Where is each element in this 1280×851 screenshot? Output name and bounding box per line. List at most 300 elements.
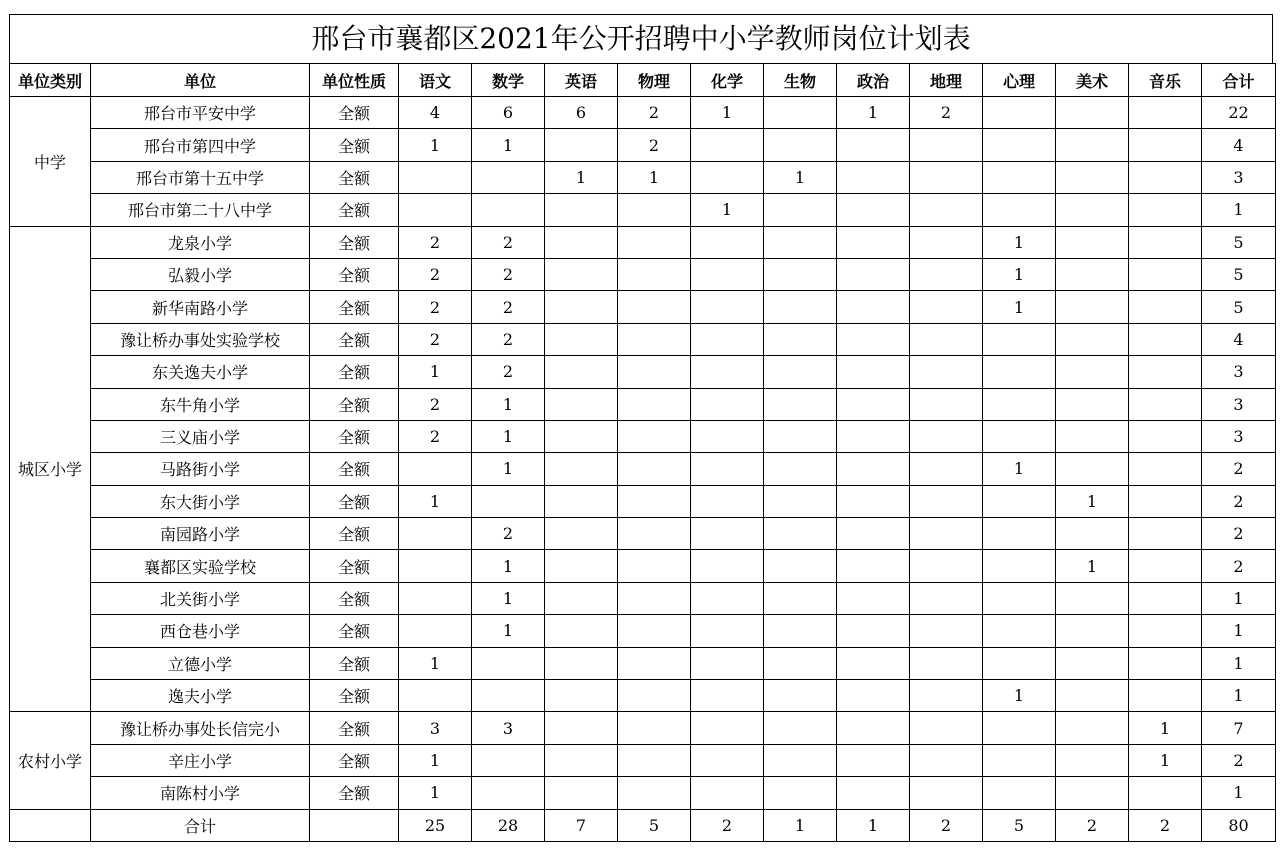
total-row: [10, 809, 1276, 841]
value-cell: [910, 194, 983, 226]
value-cell: [1129, 356, 1202, 388]
value-cell: [691, 582, 764, 614]
value-cell: 1: [1202, 777, 1276, 809]
value-cell: [472, 744, 545, 776]
column-header: 单位: [91, 64, 310, 97]
value-cell: [983, 647, 1056, 679]
value-cell: [1056, 420, 1129, 452]
value-cell: 5: [1202, 258, 1276, 290]
value-cell: [618, 485, 691, 517]
value-cell: [983, 161, 1056, 193]
value-cell: [618, 582, 691, 614]
table-row: [10, 744, 1276, 776]
value-cell: [764, 420, 837, 452]
value-cell: [983, 518, 1056, 550]
value-cell: [618, 680, 691, 712]
value-cell: 2: [910, 97, 983, 129]
value-cell: 1: [983, 453, 1056, 485]
value-cell: [399, 518, 472, 550]
value-cell: [1129, 647, 1202, 679]
value-cell: [910, 258, 983, 290]
total-value-cell: 1: [837, 809, 910, 841]
value-cell: 1: [837, 97, 910, 129]
table-row: [10, 97, 1276, 129]
value-cell: [1129, 323, 1202, 355]
value-cell: [1056, 194, 1129, 226]
value-cell: [764, 550, 837, 582]
value-cell: [983, 712, 1056, 744]
value-cell: [910, 744, 983, 776]
value-cell: 2: [1202, 485, 1276, 517]
unit-nature-cell: 全额: [310, 97, 399, 129]
value-cell: [910, 388, 983, 420]
value-cell: [545, 388, 618, 420]
table-row: [10, 161, 1276, 193]
value-cell: [1056, 226, 1129, 258]
value-cell: [618, 712, 691, 744]
value-cell: [837, 777, 910, 809]
value-cell: [983, 356, 1056, 388]
value-cell: 2: [399, 258, 472, 290]
value-cell: [764, 712, 837, 744]
table-row: [10, 680, 1276, 712]
value-cell: 1: [1056, 550, 1129, 582]
value-cell: [1056, 712, 1129, 744]
value-cell: [691, 744, 764, 776]
value-cell: [910, 356, 983, 388]
value-cell: 1: [691, 97, 764, 129]
column-header: 美术: [1056, 64, 1129, 97]
unit-nature-cell: 全额: [310, 291, 399, 323]
value-cell: [545, 744, 618, 776]
table-row: [10, 129, 1276, 161]
value-cell: [545, 680, 618, 712]
value-cell: 2: [472, 226, 545, 258]
value-cell: [618, 777, 691, 809]
value-cell: [1129, 518, 1202, 550]
table-row: [10, 518, 1276, 550]
value-cell: [1129, 291, 1202, 323]
unit-nature-cell: 全额: [310, 161, 399, 193]
value-cell: [1129, 550, 1202, 582]
column-header: 地理: [910, 64, 983, 97]
column-header: 单位类别: [10, 64, 91, 97]
value-cell: [910, 647, 983, 679]
value-cell: [545, 323, 618, 355]
value-cell: [837, 744, 910, 776]
value-cell: 1: [399, 744, 472, 776]
value-cell: [764, 291, 837, 323]
unit-name-cell: 立德小学: [91, 647, 310, 679]
value-cell: 4: [1202, 323, 1276, 355]
value-cell: [910, 518, 983, 550]
category-cell: [10, 809, 91, 841]
value-cell: [618, 291, 691, 323]
value-cell: 2: [472, 518, 545, 550]
value-cell: [837, 485, 910, 517]
total-value-cell: 2: [1056, 809, 1129, 841]
unit-nature-cell: 全额: [310, 647, 399, 679]
total-value-cell: 25: [399, 809, 472, 841]
value-cell: [399, 453, 472, 485]
value-cell: [837, 129, 910, 161]
table-row: [10, 550, 1276, 582]
value-cell: [983, 582, 1056, 614]
value-cell: [983, 615, 1056, 647]
value-cell: 1: [1129, 712, 1202, 744]
value-cell: 1: [618, 161, 691, 193]
value-cell: 1: [691, 194, 764, 226]
value-cell: 22: [1202, 97, 1276, 129]
value-cell: [1129, 226, 1202, 258]
unit-name-cell: 北关街小学: [91, 582, 310, 614]
value-cell: [618, 647, 691, 679]
value-cell: [910, 712, 983, 744]
header-row: [10, 64, 1276, 97]
category-cell: 中学: [10, 97, 91, 227]
value-cell: [1056, 744, 1129, 776]
column-header: 语文: [399, 64, 472, 97]
value-cell: [545, 550, 618, 582]
value-cell: [1129, 485, 1202, 517]
value-cell: [618, 194, 691, 226]
value-cell: [837, 420, 910, 452]
value-cell: [983, 97, 1056, 129]
column-header: 数学: [472, 64, 545, 97]
value-cell: [1056, 129, 1129, 161]
value-cell: [764, 680, 837, 712]
value-cell: [910, 453, 983, 485]
category-cell: 城区小学: [10, 226, 91, 712]
unit-name-cell: 邢台市平安中学: [91, 97, 310, 129]
value-cell: [837, 647, 910, 679]
unit-name-cell: 龙泉小学: [91, 226, 310, 258]
unit-nature-cell: 全额: [310, 777, 399, 809]
value-cell: [837, 680, 910, 712]
value-cell: [983, 323, 1056, 355]
value-cell: [910, 226, 983, 258]
value-cell: [837, 582, 910, 614]
table-row: [10, 582, 1276, 614]
value-cell: [691, 453, 764, 485]
unit-name-cell: 西仓巷小学: [91, 615, 310, 647]
total-label-cell: 合计: [91, 809, 310, 841]
value-cell: [1056, 647, 1129, 679]
value-cell: [837, 258, 910, 290]
value-cell: [837, 453, 910, 485]
value-cell: [764, 356, 837, 388]
value-cell: [1129, 258, 1202, 290]
column-header: 政治: [837, 64, 910, 97]
value-cell: [691, 518, 764, 550]
value-cell: [1129, 582, 1202, 614]
value-cell: [837, 194, 910, 226]
value-cell: 1: [1202, 615, 1276, 647]
value-cell: 2: [472, 356, 545, 388]
value-cell: [618, 744, 691, 776]
table-row: [10, 647, 1276, 679]
value-cell: [472, 647, 545, 679]
value-cell: [691, 712, 764, 744]
total-value-cell: 2: [1129, 809, 1202, 841]
value-cell: [983, 744, 1056, 776]
value-cell: [910, 680, 983, 712]
unit-name-cell: 豫让桥办事处实验学校: [91, 323, 310, 355]
unit-nature-cell: 全额: [310, 356, 399, 388]
value-cell: [472, 777, 545, 809]
unit-nature-cell: 全额: [310, 680, 399, 712]
table-row: [10, 453, 1276, 485]
table-row: [10, 615, 1276, 647]
value-cell: [399, 615, 472, 647]
category-cell: 农村小学: [10, 712, 91, 809]
value-cell: [983, 420, 1056, 452]
value-cell: 5: [1202, 291, 1276, 323]
unit-nature-cell: 全额: [310, 323, 399, 355]
value-cell: [691, 615, 764, 647]
value-cell: 1: [399, 129, 472, 161]
value-cell: [983, 777, 1056, 809]
unit-name-cell: 马路街小学: [91, 453, 310, 485]
value-cell: [1056, 453, 1129, 485]
value-cell: [910, 323, 983, 355]
value-cell: 1: [472, 453, 545, 485]
value-cell: [472, 161, 545, 193]
value-cell: [618, 615, 691, 647]
value-cell: 2: [472, 258, 545, 290]
value-cell: [545, 582, 618, 614]
value-cell: 3: [399, 712, 472, 744]
value-cell: [545, 226, 618, 258]
recruitment-plan-table: [9, 63, 1276, 842]
value-cell: [764, 744, 837, 776]
value-cell: 2: [472, 323, 545, 355]
value-cell: [545, 777, 618, 809]
value-cell: 1: [1056, 485, 1129, 517]
unit-nature-cell: 全额: [310, 485, 399, 517]
value-cell: [545, 518, 618, 550]
unit-nature-cell: 全额: [310, 453, 399, 485]
value-cell: [764, 453, 837, 485]
value-cell: 1: [399, 356, 472, 388]
value-cell: [1129, 615, 1202, 647]
unit-nature-cell: 全额: [310, 194, 399, 226]
value-cell: [910, 550, 983, 582]
value-cell: [1056, 388, 1129, 420]
value-cell: [837, 161, 910, 193]
value-cell: 1: [983, 291, 1056, 323]
value-cell: [764, 615, 837, 647]
value-cell: [764, 582, 837, 614]
unit-name-cell: 南陈村小学: [91, 777, 310, 809]
total-value-cell: 80: [1202, 809, 1276, 841]
unit-name-cell: 邢台市第四中学: [91, 129, 310, 161]
value-cell: 3: [1202, 161, 1276, 193]
value-cell: 1: [472, 420, 545, 452]
value-cell: 1: [472, 615, 545, 647]
value-cell: [545, 647, 618, 679]
unit-nature-cell: 全额: [310, 129, 399, 161]
value-cell: 3: [1202, 356, 1276, 388]
unit-name-cell: 弘毅小学: [91, 258, 310, 290]
value-cell: 1: [1202, 680, 1276, 712]
value-cell: [837, 388, 910, 420]
value-cell: [764, 323, 837, 355]
value-cell: [691, 258, 764, 290]
value-cell: 1: [1202, 582, 1276, 614]
value-cell: [691, 680, 764, 712]
unit-nature-cell: 全额: [310, 420, 399, 452]
unit-nature-cell: 全额: [310, 712, 399, 744]
table-row: [10, 226, 1276, 258]
column-header: 化学: [691, 64, 764, 97]
value-cell: [691, 777, 764, 809]
value-cell: [399, 194, 472, 226]
unit-nature-cell: 全额: [310, 258, 399, 290]
value-cell: [910, 161, 983, 193]
unit-name-cell: 南园路小学: [91, 518, 310, 550]
column-header: 单位性质: [310, 64, 399, 97]
value-cell: [837, 615, 910, 647]
unit-nature-cell: 全额: [310, 744, 399, 776]
value-cell: [983, 194, 1056, 226]
value-cell: 2: [1202, 453, 1276, 485]
value-cell: [399, 550, 472, 582]
value-cell: [691, 420, 764, 452]
value-cell: [1056, 356, 1129, 388]
value-cell: [1129, 194, 1202, 226]
value-cell: 2: [399, 388, 472, 420]
value-cell: 6: [545, 97, 618, 129]
value-cell: 1: [399, 485, 472, 517]
value-cell: [764, 485, 837, 517]
column-header: 合计: [1202, 64, 1276, 97]
value-cell: [545, 291, 618, 323]
value-cell: 2: [1202, 744, 1276, 776]
value-cell: [691, 647, 764, 679]
value-cell: [691, 161, 764, 193]
unit-name-cell: 东大街小学: [91, 485, 310, 517]
value-cell: [837, 550, 910, 582]
value-cell: 2: [618, 129, 691, 161]
value-cell: [691, 356, 764, 388]
unit-nature-cell: 全额: [310, 388, 399, 420]
unit-name-cell: 三义庙小学: [91, 420, 310, 452]
total-value-cell: 1: [764, 809, 837, 841]
value-cell: [1129, 777, 1202, 809]
total-value-cell: 28: [472, 809, 545, 841]
value-cell: 1: [399, 647, 472, 679]
value-cell: 4: [399, 97, 472, 129]
value-cell: [910, 485, 983, 517]
value-cell: 1: [399, 777, 472, 809]
value-cell: 2: [1202, 550, 1276, 582]
value-cell: [1129, 420, 1202, 452]
total-value-cell: 7: [545, 809, 618, 841]
value-cell: [837, 226, 910, 258]
column-header: 音乐: [1129, 64, 1202, 97]
value-cell: 1: [764, 161, 837, 193]
table-row: [10, 291, 1276, 323]
value-cell: [1129, 453, 1202, 485]
table-body: [10, 97, 1276, 842]
unit-name-cell: 邢台市第二十八中学: [91, 194, 310, 226]
value-cell: [618, 420, 691, 452]
value-cell: [399, 161, 472, 193]
value-cell: [691, 388, 764, 420]
unit-nature-cell: 全额: [310, 615, 399, 647]
unit-nature-cell: 全额: [310, 518, 399, 550]
column-header: 生物: [764, 64, 837, 97]
value-cell: [837, 712, 910, 744]
value-cell: [983, 129, 1056, 161]
value-cell: [837, 356, 910, 388]
total-value-cell: 2: [691, 809, 764, 841]
value-cell: 1: [983, 226, 1056, 258]
value-cell: [910, 582, 983, 614]
unit-name-cell: 东关逸夫小学: [91, 356, 310, 388]
value-cell: 3: [1202, 388, 1276, 420]
value-cell: [764, 226, 837, 258]
column-header: 英语: [545, 64, 618, 97]
value-cell: [837, 291, 910, 323]
value-cell: 2: [399, 291, 472, 323]
value-cell: 1: [472, 129, 545, 161]
value-cell: [1056, 161, 1129, 193]
unit-name-cell: 逸夫小学: [91, 680, 310, 712]
value-cell: 3: [472, 712, 545, 744]
value-cell: [1056, 323, 1129, 355]
value-cell: 6: [472, 97, 545, 129]
table-row: [10, 712, 1276, 744]
value-cell: 2: [618, 97, 691, 129]
value-cell: [1056, 777, 1129, 809]
value-cell: [1129, 161, 1202, 193]
value-cell: [618, 258, 691, 290]
value-cell: [399, 680, 472, 712]
value-cell: [1129, 388, 1202, 420]
value-cell: [764, 258, 837, 290]
value-cell: [764, 97, 837, 129]
table-row: [10, 194, 1276, 226]
unit-name-cell: 豫让桥办事处长信完小: [91, 712, 310, 744]
table-row: [10, 356, 1276, 388]
value-cell: [618, 388, 691, 420]
table-row: [10, 258, 1276, 290]
value-cell: [545, 420, 618, 452]
value-cell: [983, 388, 1056, 420]
value-cell: 2: [399, 226, 472, 258]
value-cell: [983, 550, 1056, 582]
value-cell: 3: [1202, 420, 1276, 452]
value-cell: [1056, 615, 1129, 647]
value-cell: [983, 485, 1056, 517]
unit-nature-cell: [310, 809, 399, 841]
value-cell: 4: [1202, 129, 1276, 161]
value-cell: [1056, 97, 1129, 129]
table-row: [10, 323, 1276, 355]
value-cell: [545, 453, 618, 485]
total-value-cell: 2: [910, 809, 983, 841]
value-cell: [1129, 680, 1202, 712]
unit-name-cell: 辛庄小学: [91, 744, 310, 776]
value-cell: [472, 194, 545, 226]
value-cell: 2: [472, 291, 545, 323]
value-cell: [545, 356, 618, 388]
value-cell: 1: [1129, 744, 1202, 776]
value-cell: [764, 647, 837, 679]
value-cell: [399, 582, 472, 614]
